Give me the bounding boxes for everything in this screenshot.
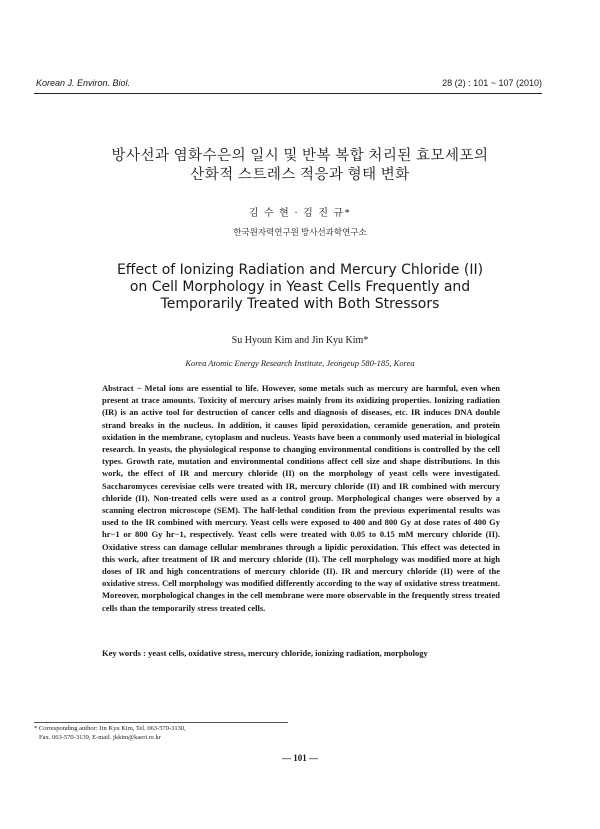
- footnote-line-2: Fax. 063-570-3139, E-mail. jkkim@kaeri.re.kr: [39, 733, 161, 741]
- footnote: [34, 725, 334, 742]
- abstract: Abstract − Metal ions are essential to life. However, some metals such as mercury are harmful, even when present at trace amounts. Toxicity of mercury arises mainly from its oxidizing properties. Ionizing radiation (IR) is an active tool for destruction of cancer cells and diagnosis of diseases, etc. IR induces DNA double strand breaks in the nucleus. In addition, it causes lipid peroxidation, ceramide generation, and protein oxidation in the membrane, cytoplasm and nucleus. Yeasts have been a commonly used material in biological research. In yeasts, the physiological response to changing environmental conditions is controlled by the cell types. Growth rate, mutation and environmental conditions affect cell size and shape distributions. In this work, the effect of IR and mercury chloride (II) on the morphology of yeast cells were investigated. Saccharomyces cerevisiae cells were treated with IR, mercury chloride (II) and IR combined with mercury chloride (II). Non-treated cells were used as a control group. Morphological changes were observed by a scanning electron microscope (SEM). The half-lethal condition from the previous experimental results was used to the IR combined with mercury. Yeast cells were exposed to 400 and 800 Gy at dose rates of 400 Gy hr−1 or 800 Gy hr−1, respectively. Yeast cells were treated with 0.05 to 0.15 mM mercury chloride (II). Oxidative stress can damage cellular membranes through a lipidic peroxidation. This effect was detected in this work, after treatment of IR and mercury chloride (II). The cell morphology was modified more at high doses of IR and high concentrations of mercury chloride (II). IR and mercury chloride (II) were of the oxidative stress. Cell morphology was modified differently according to the way of oxidative stress treatment. Moreover, morphological changes in the cell membrane were more observable in the frequently stress treated cells than the temporarily stress treated cells.: [102, 383, 501, 613]
- korean-title-line-1: 방사선과 염화수은의 일시 및 반복 복합 처리된 효모세포의: [111, 148, 489, 164]
- footnote-rule: [34, 722, 288, 723]
- korean-title: [40, 147, 560, 185]
- page-number: — 101 —: [282, 753, 318, 763]
- korean-authors: 김 수 현 · 김 진 규*: [248, 208, 352, 219]
- journal-name: Korean J. Environ. Biol.: [36, 78, 131, 88]
- running-header: [34, 77, 542, 91]
- header-rule: [34, 93, 542, 94]
- abstract-label: Abstract: [102, 383, 134, 393]
- keywords: Key words : yeast cells, oxidative stress, mercury chloride, ionizing radiation, morphology: [102, 648, 428, 658]
- english-title-line-1: Effect of Ionizing Radiation and Mercury Chloride (II): [116, 262, 484, 278]
- citation: 28 (2) : 101 ~ 107 (2010): [442, 78, 542, 88]
- english-affiliation: Korea Atomic Energy Research Institute, Jeongeup 580-185, Korea: [185, 358, 415, 368]
- korean-title-line-2: 산화적 스트레스 적응과 형태 변화: [190, 167, 410, 183]
- keywords-label: Key words: [102, 648, 141, 658]
- footnote-line-1: * Corresponding author: Jin Kyu Kim, Tel. 063-570-3130,: [34, 725, 186, 732]
- english-authors: Su Hyoun Kim and Jin Kyu Kim*: [231, 335, 369, 346]
- korean-affiliation: 한국원자력연구원 방사선과학연구소: [233, 227, 367, 237]
- keywords-text: yeast cells, oxidative stress, mercury chloride, ionizing radiation, morphology: [148, 648, 428, 658]
- english-title: [40, 262, 560, 313]
- english-title-line-3: Temporarily Treated with Both Stressors: [160, 296, 440, 312]
- english-title-line-2: on Cell Morphology in Yeast Cells Frequently and: [129, 279, 471, 295]
- abstract-text: Metal ions are essential to life. However, some metals such as mercury are harmful, even when present at trace amounts. Toxicity of mercury arises mainly from its oxidizing properties. Ionizing radiation (IR) is an active tool for destruction of cancer cells and diagnosis of diseases, etc. IR induces DNA double strand breaks in the nucleus. In addition, it causes lipid peroxidation, ceramide generation, and protein oxidation in the membrane, cytoplasm and nucleus. Yeasts have been a commonly used material in biological research. In yeasts, the physiological response to changing environmental conditions is controlled by the cell types. Growth rate, mutation and environmental conditions affect cell size and shape distributions. In this work, the effect of IR and mercury chloride (II) on the morphology of yeast cells were investigated. Saccharomyces cerevisiae cells were treated with IR, mercury chloride (II) and IR combined with mercury chloride (II). Non-treated cells were used as a control group. Morphological changes were observed by a scanning electron microscope (SEM). The half-lethal condition from the previous experimental results was used to the IR combined with mercury. Yeast cells were exposed to 400 and 800 Gy at dose rates of 400 Gy hr−1 or 800 Gy hr−1, respectively. Yeast cells were treated with 0.05 to 0.15 mM mercury chloride (II). Oxidative stress can damage cellular membranes through a lipidic peroxidation. This effect was detected in this work, after treatment of IR and mercury chloride (II). The cell morphology was modified more at high doses of IR and high concentrations of mercury chloride (II). IR and mercury chloride (II) were of the oxidative stress. Cell morphology was modified differently according to the way of oxidative stress treatment. Moreover, morphological changes in the cell membrane were more observable in the frequently stress treated cells than the temporarily stress treated cells.: [102, 383, 501, 613]
